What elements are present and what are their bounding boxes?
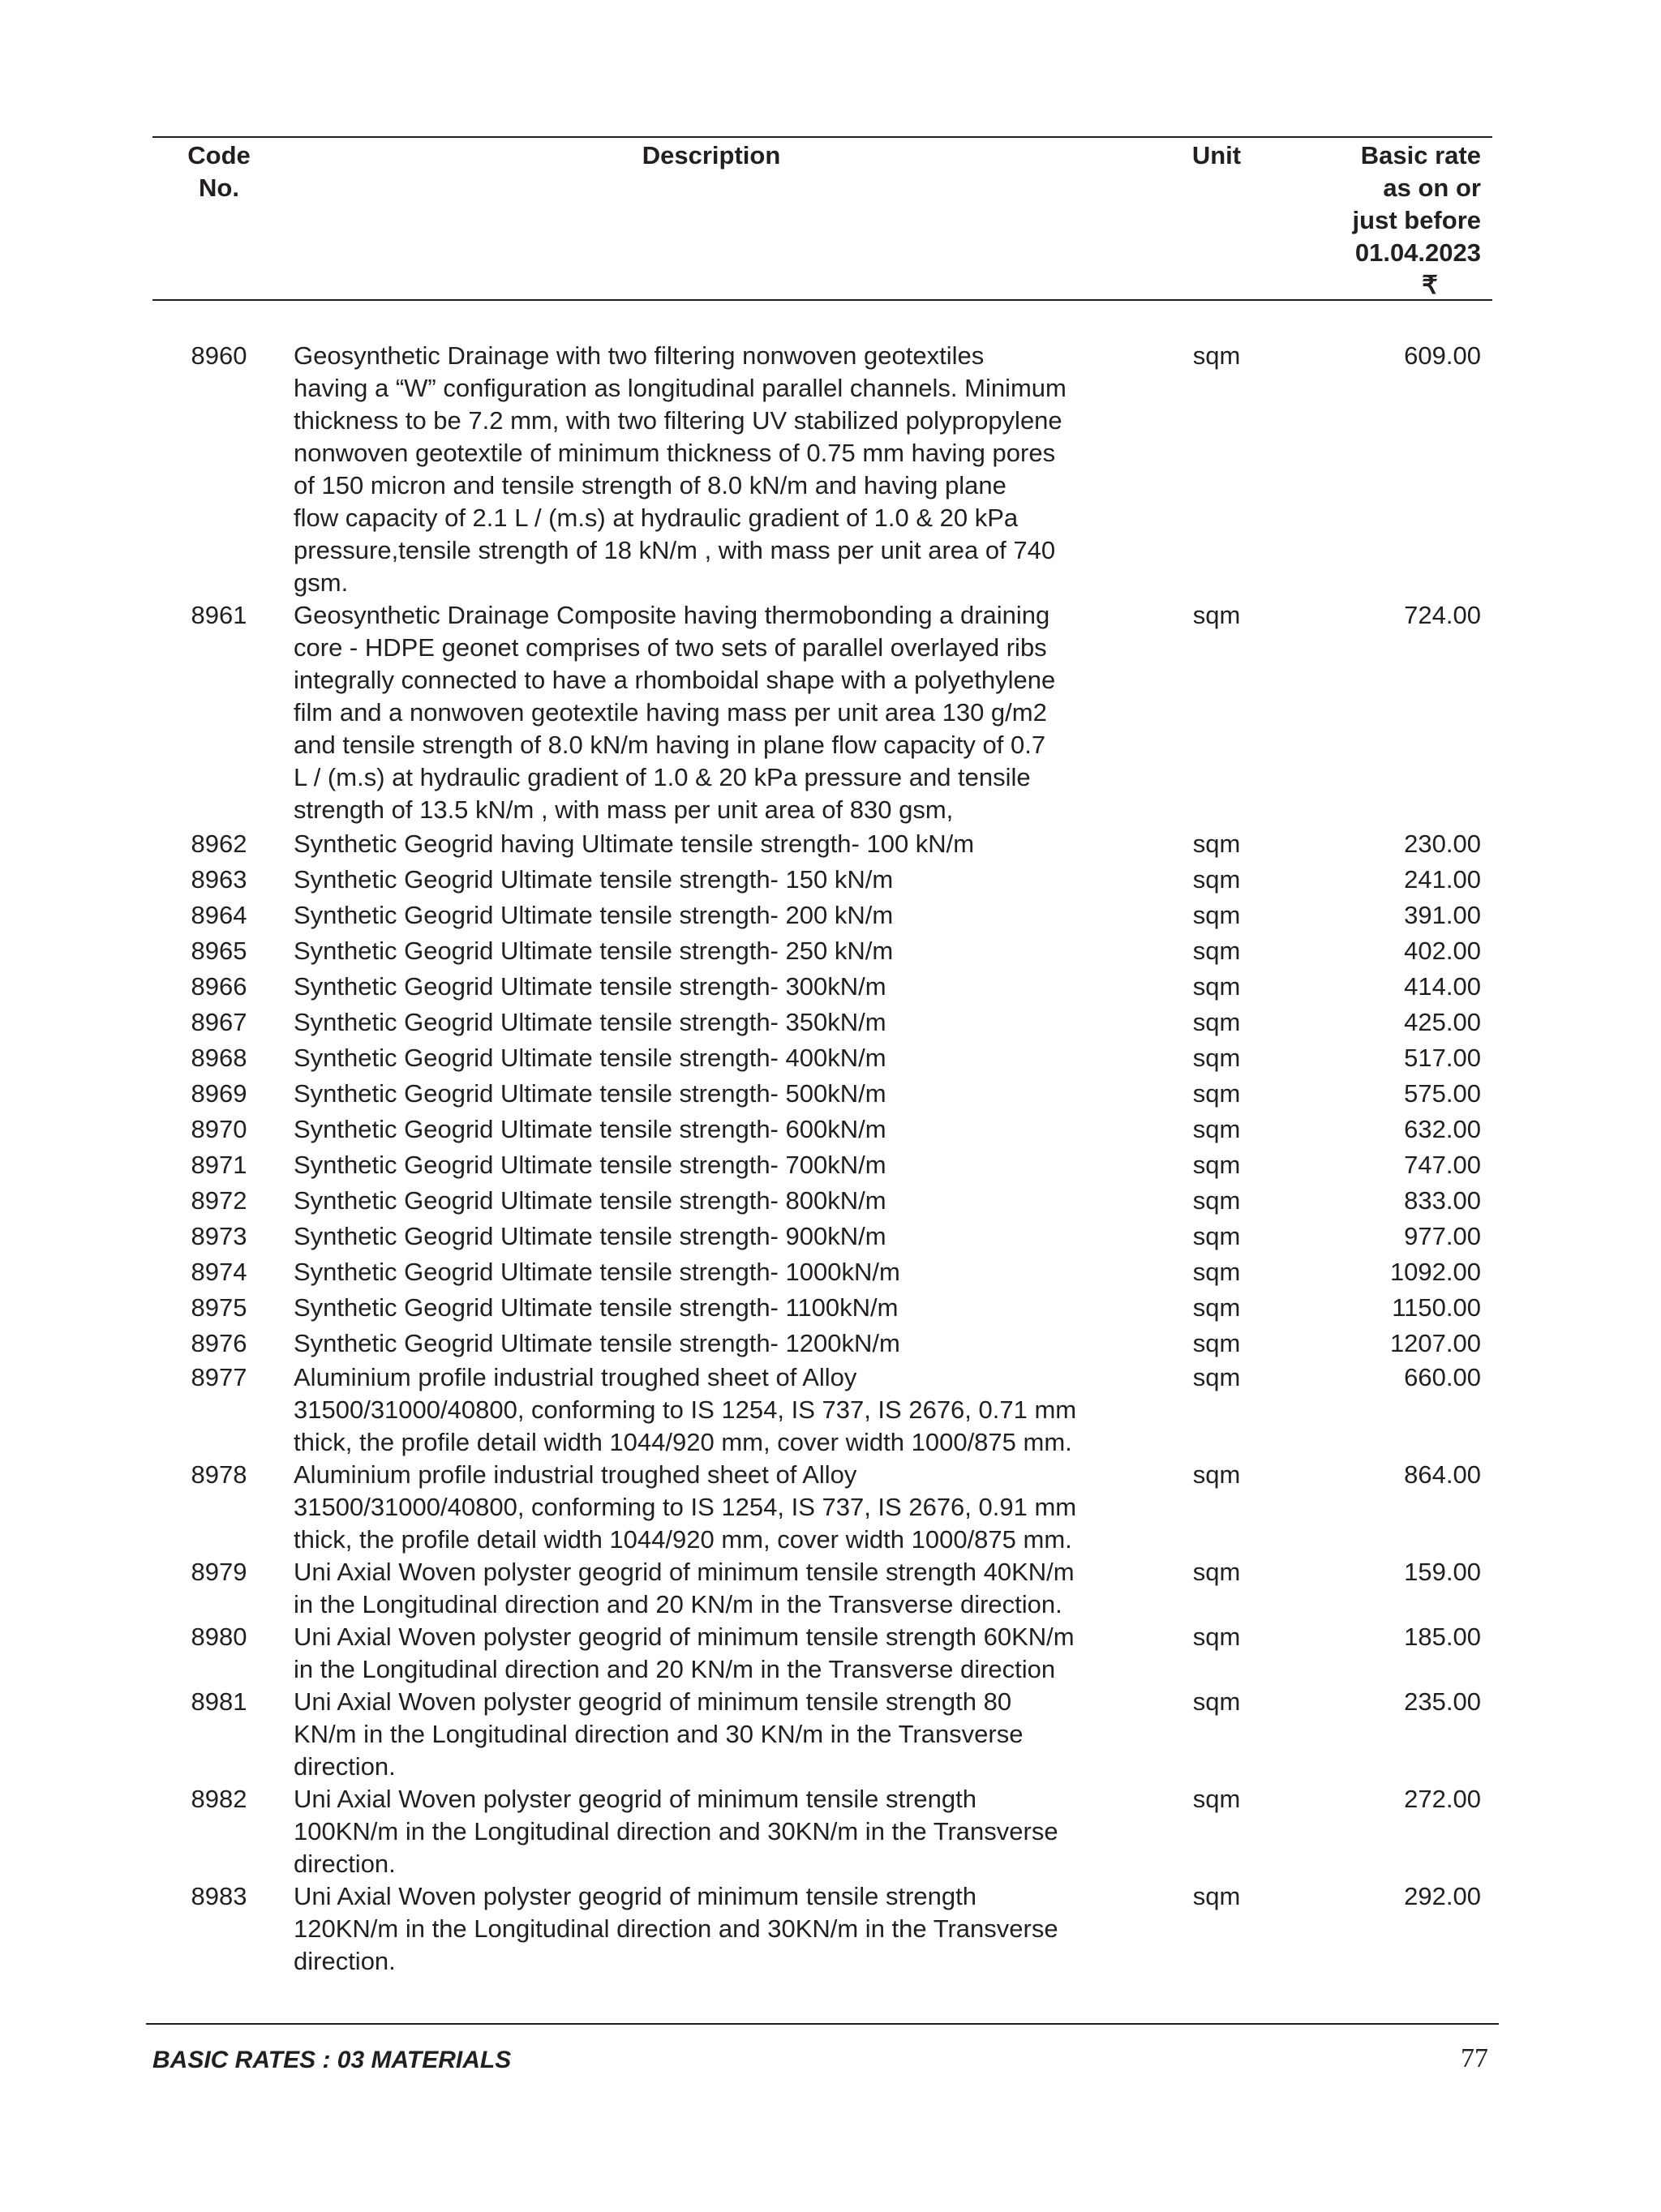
rate-cell: 1207.00	[1389, 1329, 1481, 1357]
description-cell: Synthetic Geogrid Ultimate tensile strength- 250 kN/m	[294, 937, 894, 965]
code-cell: 8965	[191, 937, 247, 965]
code-cell: 8981	[191, 1687, 247, 1716]
page-number: 77	[1461, 2043, 1488, 2073]
footer-section-title: BASIC RATES : 03 MATERIALS	[152, 2047, 512, 2073]
table-row	[0, 1326, 1661, 1361]
table-row	[0, 826, 1661, 862]
rupee-symbol: ₹	[1422, 271, 1438, 299]
code-cell: 8967	[191, 1008, 247, 1036]
rate-cell: 833.00	[1404, 1186, 1481, 1215]
code-cell: 8968	[191, 1044, 247, 1072]
table-row	[0, 340, 1661, 599]
table-row	[0, 1254, 1661, 1290]
header-rate-line: as on or	[1383, 174, 1481, 202]
code-cell: 8977	[191, 1363, 247, 1391]
header-rate-line: Basic rate	[1360, 141, 1481, 169]
rate-cell: 414.00	[1404, 972, 1481, 1001]
unit-cell: sqm	[1192, 1044, 1241, 1072]
unit-cell: sqm	[1192, 972, 1241, 1001]
unit-cell: sqm	[1192, 1329, 1241, 1357]
unit-cell: sqm	[1192, 1623, 1241, 1651]
rate-cell: 977.00	[1404, 1222, 1481, 1250]
code-cell: 8963	[191, 865, 247, 894]
description-cell: Synthetic Geogrid Ultimate tensile strength- 350kN/m	[294, 1008, 886, 1036]
unit-cell: sqm	[1192, 1558, 1241, 1586]
description-cell: Synthetic Geogrid Ultimate tensile strength- 400kN/m	[294, 1044, 886, 1072]
unit-cell: sqm	[1192, 1115, 1241, 1143]
table-row	[0, 1459, 1661, 1556]
unit-cell: sqm	[1192, 937, 1241, 965]
rate-cell: 1150.00	[1392, 1293, 1481, 1322]
rate-cell: 747.00	[1404, 1151, 1481, 1179]
description-cell: Synthetic Geogrid Ultimate tensile strength- 1100kN/m	[294, 1293, 899, 1322]
table-row	[0, 1290, 1661, 1326]
rate-cell: 660.00	[1404, 1363, 1481, 1391]
table-row	[0, 599, 1661, 826]
unit-cell: sqm	[1192, 1186, 1241, 1215]
description-cell: Synthetic Geogrid Ultimate tensile strength- 700kN/m	[294, 1151, 886, 1179]
code-cell: 8970	[191, 1115, 247, 1143]
unit-cell: sqm	[1192, 830, 1241, 858]
rate-cell: 185.00	[1404, 1623, 1481, 1651]
table-header-rule	[152, 299, 1492, 301]
unit-cell: sqm	[1192, 901, 1241, 929]
unit-cell: sqm	[1192, 1363, 1241, 1391]
description-cell: Synthetic Geogrid Ultimate tensile strength- 900kN/m	[294, 1222, 886, 1250]
code-cell: 8972	[191, 1186, 247, 1215]
code-cell: 8980	[191, 1623, 247, 1651]
code-cell: 8973	[191, 1222, 247, 1250]
rate-cell: 425.00	[1404, 1008, 1481, 1036]
description-cell: Synthetic Geogrid Ultimate tensile strength- 200 kN/m	[294, 901, 894, 929]
unit-cell: sqm	[1192, 1008, 1241, 1036]
table-row	[0, 1361, 1661, 1459]
unit-cell: sqm	[1192, 1785, 1241, 1813]
table-row	[0, 1040, 1661, 1076]
rate-cell: 724.00	[1404, 601, 1481, 629]
code-cell: 8961	[191, 601, 247, 629]
unit-cell: sqm	[1192, 601, 1241, 629]
table-row	[0, 862, 1661, 898]
code-cell: 8960	[191, 341, 247, 370]
table-row	[0, 1880, 1661, 1978]
rates-table-body	[0, 340, 1661, 1978]
description-cell: Geosynthetic Drainage Composite having thermobonding a draining core - HDPE geonet comprises of two sets of parallel overlayed ribs integrally connected to have a rhomboidal shape with a polyethylene film and a nonwoven geotextile having mass per unit area 130 g/m2 and tensile strength of 8.0 kN/m having in plane flow capacity of 0.7 L / (m.s) at hydraulic gradient of 1.0 & 20 kPa pressure and tensile strength of 13.5 kN/m , with mass per unit area of 830 gsm,	[294, 601, 1056, 824]
table-row	[0, 1621, 1661, 1686]
code-cell: 8962	[191, 830, 247, 858]
rate-cell: 292.00	[1404, 1882, 1481, 1910]
code-cell: 8982	[191, 1785, 247, 1813]
description-cell: Synthetic Geogrid Ultimate tensile strength- 1200kN/m	[294, 1329, 900, 1357]
table-row	[0, 1005, 1661, 1040]
rate-cell: 517.00	[1404, 1044, 1481, 1072]
description-cell: Uni Axial Woven polyster geogrid of minimum tensile strength 40KN/m in the Longitudinal direction and 20 KN/m in the Transverse direction.	[294, 1558, 1075, 1618]
description-cell: Synthetic Geogrid Ultimate tensile strength- 1000kN/m	[294, 1258, 900, 1286]
rate-cell: 241.00	[1404, 865, 1481, 894]
description-cell: Synthetic Geogrid Ultimate tensile strength- 600kN/m	[294, 1115, 886, 1143]
description-cell: Geosynthetic Drainage with two filtering nonwoven geotextiles having a “W” configuration as longitudinal parallel channels. Minimum thickness to be 7.2 mm, with two filtering UV stabilized polypropylene nonwoven geotextile of minimum thickness of 0.75 mm having pores of 150 micron and tensile strength of 8.0 kN/m and having plane flow capacity of 2.1 L / (m.s) at hydraulic gradient of 1.0 & 20 kPa pressure,tensile strength of 18 kN/m , with mass per unit area of 740 gsm.	[294, 341, 1067, 597]
rate-cell: 609.00	[1404, 341, 1481, 370]
description-cell: Uni Axial Woven polyster geogrid of minimum tensile strength 100KN/m in the Longitudinal direction and 30KN/m in the Transverse direction.	[294, 1785, 1058, 1878]
code-cell: 8971	[191, 1151, 247, 1179]
table-row	[0, 1219, 1661, 1254]
header-description: Description	[642, 141, 781, 169]
header-rate-line: 01.04.2023	[1354, 238, 1481, 267]
header-basic-rate	[1298, 139, 1481, 302]
description-cell: Aluminium profile industrial troughed sheet of Alloy 31500/31000/40800, conforming to IS 1254, IS 737, IS 2676, 0.71 mm thick, the profile detail width 1044/920 mm, cover width 1000/875 mm.	[294, 1363, 1077, 1456]
code-cell: 8975	[191, 1293, 247, 1322]
table-row	[0, 969, 1661, 1005]
description-cell: Synthetic Geogrid Ultimate tensile strength- 150 kN/m	[294, 865, 894, 894]
table-row	[0, 1183, 1661, 1219]
rate-cell: 391.00	[1404, 901, 1481, 929]
description-cell: Synthetic Geogrid Ultimate tensile strength- 800kN/m	[294, 1186, 886, 1215]
unit-cell: sqm	[1192, 865, 1241, 894]
rate-cell: 864.00	[1404, 1460, 1481, 1489]
rate-cell: 230.00	[1404, 830, 1481, 858]
table-row	[0, 1783, 1661, 1880]
header-rate-line: just before	[1352, 206, 1481, 234]
table-top-rule	[152, 136, 1492, 138]
table-row	[0, 898, 1661, 933]
description-cell: Synthetic Geogrid Ultimate tensile strength- 500kN/m	[294, 1079, 886, 1108]
table-row	[0, 1147, 1661, 1183]
table-row	[0, 1556, 1661, 1621]
table-row	[0, 1112, 1661, 1147]
description-cell: Synthetic Geogrid Ultimate tensile strength- 300kN/m	[294, 972, 886, 1001]
unit-cell: sqm	[1192, 1151, 1241, 1179]
code-cell: 8976	[191, 1329, 247, 1357]
code-cell: 8978	[191, 1460, 247, 1489]
rate-cell: 1092.00	[1389, 1258, 1481, 1286]
unit-cell: sqm	[1192, 1079, 1241, 1108]
table-row	[0, 933, 1661, 969]
code-cell: 8983	[191, 1882, 247, 1910]
code-cell: 8966	[191, 972, 247, 1001]
description-cell: Synthetic Geogrid having Ultimate tensile strength- 100 kN/m	[294, 830, 975, 858]
unit-cell: sqm	[1192, 1293, 1241, 1322]
description-cell: Aluminium profile industrial troughed sheet of Alloy 31500/31000/40800, conforming to IS 1254, IS 737, IS 2676, 0.91 mm thick, the profile detail width 1044/920 mm, cover width 1000/875 mm.	[294, 1460, 1077, 1554]
description-cell: Uni Axial Woven polyster geogrid of minimum tensile strength 60KN/m in the Longitudinal direction and 20 KN/m in the Transverse direction	[294, 1623, 1075, 1683]
code-cell: 8974	[191, 1258, 247, 1286]
rate-cell: 235.00	[1404, 1687, 1481, 1716]
code-cell: 8979	[191, 1558, 247, 1586]
code-cell: 8964	[191, 901, 247, 929]
rate-cell: 272.00	[1404, 1785, 1481, 1813]
header-unit: Unit	[1191, 141, 1242, 169]
rate-cell: 632.00	[1404, 1115, 1481, 1143]
footer-rule	[146, 2023, 1499, 2025]
unit-cell: sqm	[1192, 341, 1241, 370]
unit-cell: sqm	[1192, 1882, 1241, 1910]
unit-cell: sqm	[1192, 1460, 1241, 1489]
table-row	[0, 1686, 1661, 1783]
unit-cell: sqm	[1192, 1258, 1241, 1286]
unit-cell: sqm	[1192, 1222, 1241, 1250]
description-cell: Uni Axial Woven polyster geogrid of minimum tensile strength 80 KN/m in the Longitudinal direction and 30 KN/m in the Transverse direction.	[294, 1687, 1024, 1781]
table-row	[0, 1076, 1661, 1112]
rate-cell: 575.00	[1404, 1079, 1481, 1108]
code-cell: 8969	[191, 1079, 247, 1108]
rate-cell: 402.00	[1404, 937, 1481, 965]
rate-cell: 159.00	[1404, 1558, 1481, 1586]
description-cell: Uni Axial Woven polyster geogrid of minimum tensile strength 120KN/m in the Longitudinal direction and 30KN/m in the Transverse direction.	[294, 1882, 1058, 1975]
header-code: Code No.	[187, 141, 251, 202]
unit-cell: sqm	[1192, 1687, 1241, 1716]
